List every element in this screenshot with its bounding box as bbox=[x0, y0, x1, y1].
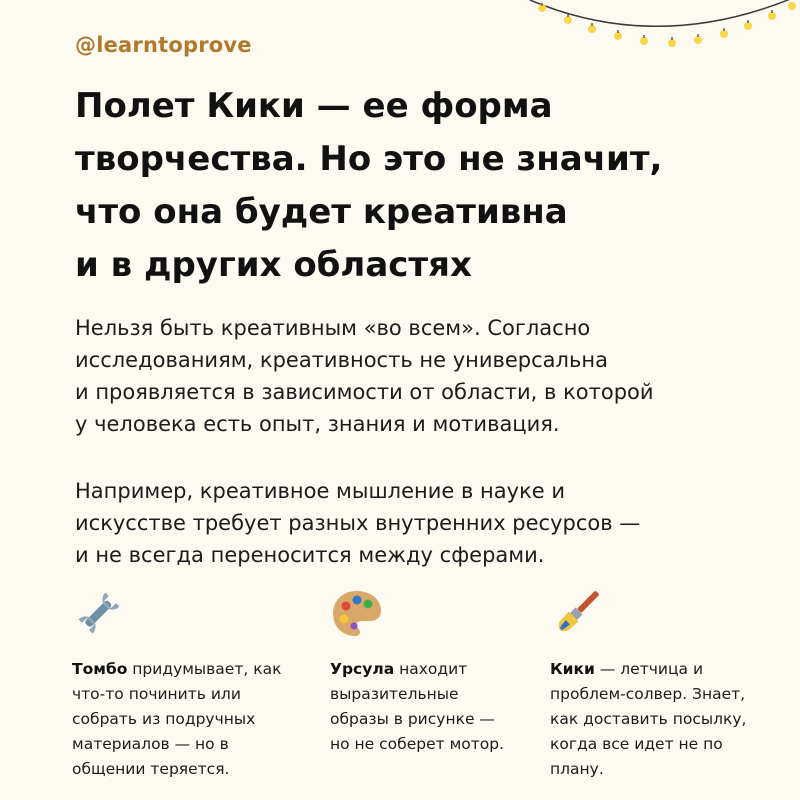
title-line: что она будет креативна bbox=[75, 192, 568, 232]
paragraph-line: и не всегда переносится между сферами. bbox=[75, 543, 545, 567]
column-ursula bbox=[330, 586, 550, 757]
caption-kiki: Кики — летчица и проблем-солвер. Знает, как доставить посылку, когда все идет не по плану. bbox=[550, 660, 747, 778]
column-tombo bbox=[72, 586, 292, 782]
paragraph-creativity-domain bbox=[75, 312, 755, 440]
paragraph-line: у человека есть опыт, знания и мотивация. bbox=[75, 412, 560, 436]
page-title bbox=[75, 80, 755, 292]
title-line: творчества. Но это не значит, bbox=[75, 139, 663, 179]
caption-ursula: Урсула находит выразительные образы в рисунке — но не соберет мотор. bbox=[330, 660, 505, 753]
character-name: Кики bbox=[550, 660, 595, 678]
paragraph-line: исследованиям, креативность не универсальна bbox=[75, 348, 608, 372]
paragraph-line: Например, креативное мышление в науке и bbox=[75, 479, 566, 503]
palette-icon bbox=[330, 586, 384, 640]
paragraph-line: Нельзя быть креативным «во всем». Согласно bbox=[75, 316, 591, 340]
character-name: Урсула bbox=[330, 660, 395, 678]
column-kiki bbox=[550, 586, 770, 782]
paintbrush-icon bbox=[550, 586, 604, 640]
caption-tombo: Томбо придумывает, как что-то починить или собрать из подручных материалов — но в общении теряется. bbox=[72, 660, 282, 778]
character-name: Томбо bbox=[72, 660, 128, 678]
paragraph-line: искусстве требует разных внутренних ресурсов — bbox=[75, 511, 641, 535]
paragraph-example bbox=[75, 475, 755, 571]
account-handle: @learntoprove bbox=[75, 33, 252, 57]
string-lights-decoration bbox=[520, 0, 800, 60]
paragraph-line: и проявляется в зависимости от области, в которой bbox=[75, 380, 654, 404]
wrench-icon bbox=[72, 586, 126, 640]
title-line: Полет Кики — ее форма bbox=[75, 86, 553, 126]
title-line: и в других областях bbox=[75, 245, 472, 285]
light-bulbs bbox=[538, 2, 796, 47]
